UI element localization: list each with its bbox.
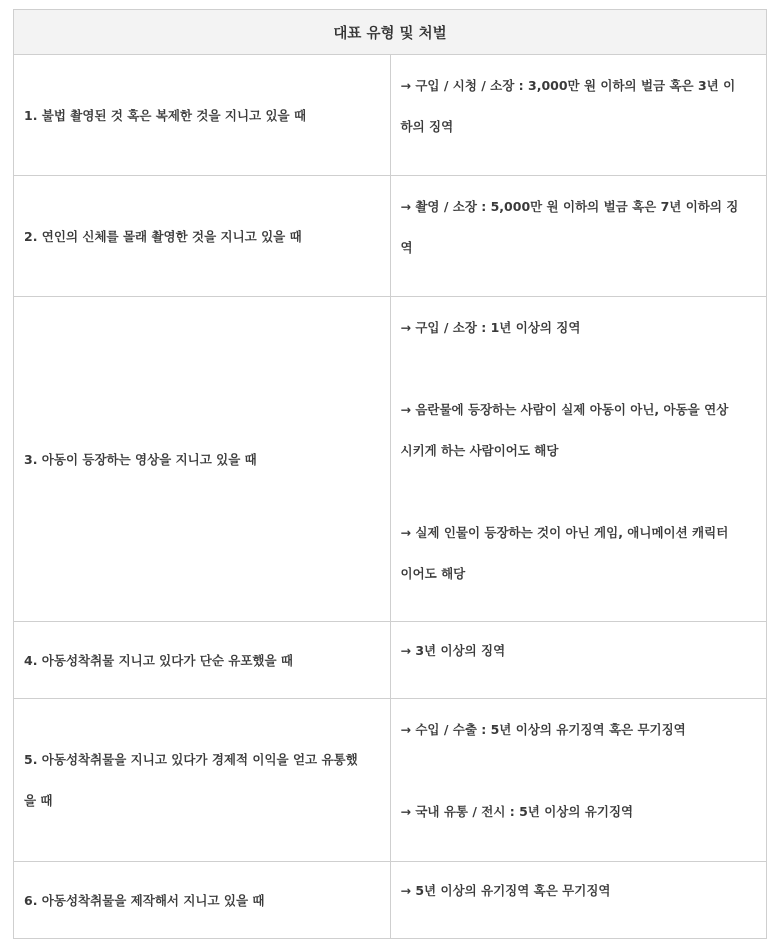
penalty-line: 이어도 해당 xyxy=(400,566,466,581)
penalty-table xyxy=(13,9,767,939)
spacer xyxy=(401,471,757,512)
penalty-cell xyxy=(390,55,767,176)
table-row xyxy=(14,622,767,699)
offense-type-cell: 2. 연인의 신체를 몰래 촬영한 것을 지니고 있을 때 xyxy=(14,176,391,297)
penalty-line: → 구입 / 시청 / 소장 : 3,000만 원 이하의 벌금 혹은 3년 이 xyxy=(400,78,736,93)
offense-type-cell: 4. 아동성착취물 지니고 있다가 단순 유포했을 때 xyxy=(14,622,391,699)
penalty-line: → 실제 인물이 등장하는 것이 아닌 게임, 애니메이션 캐릭터 xyxy=(400,525,729,540)
table-header-row xyxy=(14,10,767,55)
offense-type-cell: 6. 아동성착취물을 제작해서 지니고 있을 때 xyxy=(14,862,391,939)
offense-type-cell: 3. 아동이 등장하는 영상을 지니고 있을 때 xyxy=(14,297,391,622)
offense-type-cell xyxy=(14,699,391,862)
offense-type-line: 을 때 xyxy=(24,793,53,808)
penalty-cell xyxy=(390,622,767,699)
table-row xyxy=(14,699,767,862)
table-row xyxy=(14,176,767,297)
penalty-line: → 구입 / 소장 : 1년 이상의 징역 xyxy=(400,320,581,335)
penalty-line: → 음란물에 등장하는 사람이 실제 아동이 아닌, 아동을 연상 xyxy=(400,402,729,417)
penalty-line: → 국내 유통 / 전시 : 5년 이상의 유기징역 xyxy=(400,804,634,819)
table-row xyxy=(14,297,767,622)
penalty-line: 역 xyxy=(400,240,413,255)
spacer xyxy=(401,348,757,389)
offense-type-line: 5. 아동성착취물을 지니고 있다가 경제적 이익을 얻고 유통했 xyxy=(24,752,358,767)
penalty-cell xyxy=(390,297,767,622)
table-header: 대표 유형 및 처벌 xyxy=(14,10,767,55)
table-row xyxy=(14,862,767,939)
penalty-cell xyxy=(390,862,767,939)
penalty-line: → 촬영 / 소장 : 5,000만 원 이하의 벌금 혹은 7년 이하의 징 xyxy=(400,199,739,214)
penalty-line: 하의 징역 xyxy=(400,119,454,134)
penalty-line: 시키게 하는 사람이어도 해당 xyxy=(400,443,559,458)
penalty-cell xyxy=(390,176,767,297)
penalty-cell xyxy=(390,699,767,862)
penalty-line: → 수입 / 수출 : 5년 이상의 유기징역 혹은 무기징역 xyxy=(400,722,686,737)
table-row xyxy=(14,55,767,176)
spacer xyxy=(401,750,757,791)
penalty-line: → 3년 이상의 징역 xyxy=(400,643,506,658)
offense-type-cell: 1. 불법 촬영된 것 혹은 복제한 것을 지니고 있을 때 xyxy=(14,55,391,176)
penalty-line: → 5년 이상의 유기징역 혹은 무기징역 xyxy=(400,883,611,898)
